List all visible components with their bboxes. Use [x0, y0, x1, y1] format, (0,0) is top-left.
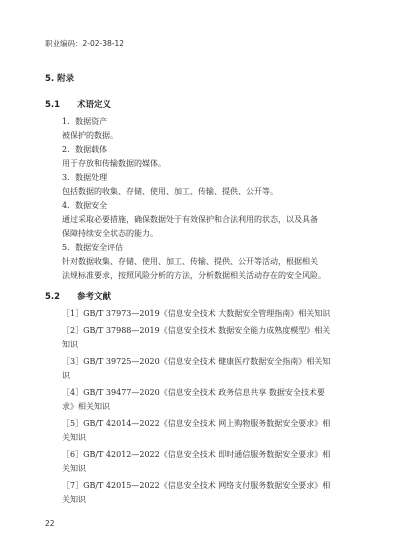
reference-5-line-2: 关知识 [62, 433, 86, 442]
reference-3-line-1: ［3］GB/T 39725—2020《信息安全技术 健康医疗数据安全指南》相关知 [62, 357, 331, 366]
reference-1: ［1］GB/T 37973—2019《信息安全技术 大数据安全管理指南》相关知识 [62, 309, 331, 318]
reference-3-line-2: 识 [62, 371, 70, 380]
reference-2-line-1: ［2］GB/T 37988—2019《信息安全技术 数据安全能力成熟度模型》相关 [62, 326, 331, 335]
subsection-number: 5.2 [45, 292, 61, 302]
reference-7-line-1: ［7］GB/T 42015—2022《信息安全技术 网络支付服务数据安全要求》相 [62, 481, 331, 490]
subsection-label: 参考文献 [77, 292, 112, 302]
term-5-name: 5．数据安全评估 [62, 243, 124, 252]
term-2-definition: 用于存放和传输数据的媒体。 [62, 159, 166, 168]
subsection-title-terms [45, 98, 111, 110]
reference-6-line-2: 关知识 [62, 464, 86, 473]
reference-5-line-1: ［5］GB/T 42014—2022《信息安全技术 网上购物服务数据安全要求》相 [62, 419, 331, 428]
reference-6-line-1: ［6］GB/T 42012—2022《信息安全技术 即时通信服务数据安全要求》相 [62, 450, 331, 459]
reference-4-line-2: 求》相关知识 [62, 402, 110, 411]
term-1-name: 1．数据资产 [62, 117, 108, 126]
term-5-definition-line-2: 法规标准要求，按照风险分析的方法，分析数据相关活动存在的安全风险。 [62, 271, 326, 280]
term-2-name: 2．数据载体 [62, 145, 108, 154]
reference-4-line-1: ［4］GB/T 39477—2020《信息安全技术 政务信息共享 数据安全技术要 [62, 388, 325, 397]
subsection-label: 术语定义 [77, 100, 112, 110]
term-3-definition: 包括数据的收集、存储、使用、加工、传输、提供、公开等。 [62, 187, 278, 196]
term-4-definition-line-1: 通过采取必要措施，确保数据处于有效保护和合法利用的状态，以及具备 [62, 215, 318, 224]
term-4-definition-line-2: 保障持续安全状态的能力。 [62, 229, 158, 238]
reference-2-line-2: 知识 [62, 340, 78, 349]
occupation-code: 职业编码：2-02-38-12 [45, 39, 125, 48]
term-1-definition: 被保护的数据。 [62, 131, 118, 140]
subsection-number: 5.1 [45, 100, 61, 110]
page-number: 22 [45, 519, 55, 528]
section-title-appendix: 5. 附录 [45, 74, 75, 84]
term-4-name: 4．数据安全 [62, 201, 108, 210]
reference-7-line-2: 关知识 [62, 495, 86, 504]
term-5-definition-line-1: 针对数据收集、存储、使用、加工、传输、提供、公开等活动，根据相关 [62, 257, 318, 266]
term-3-name: 3．数据处理 [62, 173, 108, 182]
subsection-title-references [45, 290, 111, 302]
